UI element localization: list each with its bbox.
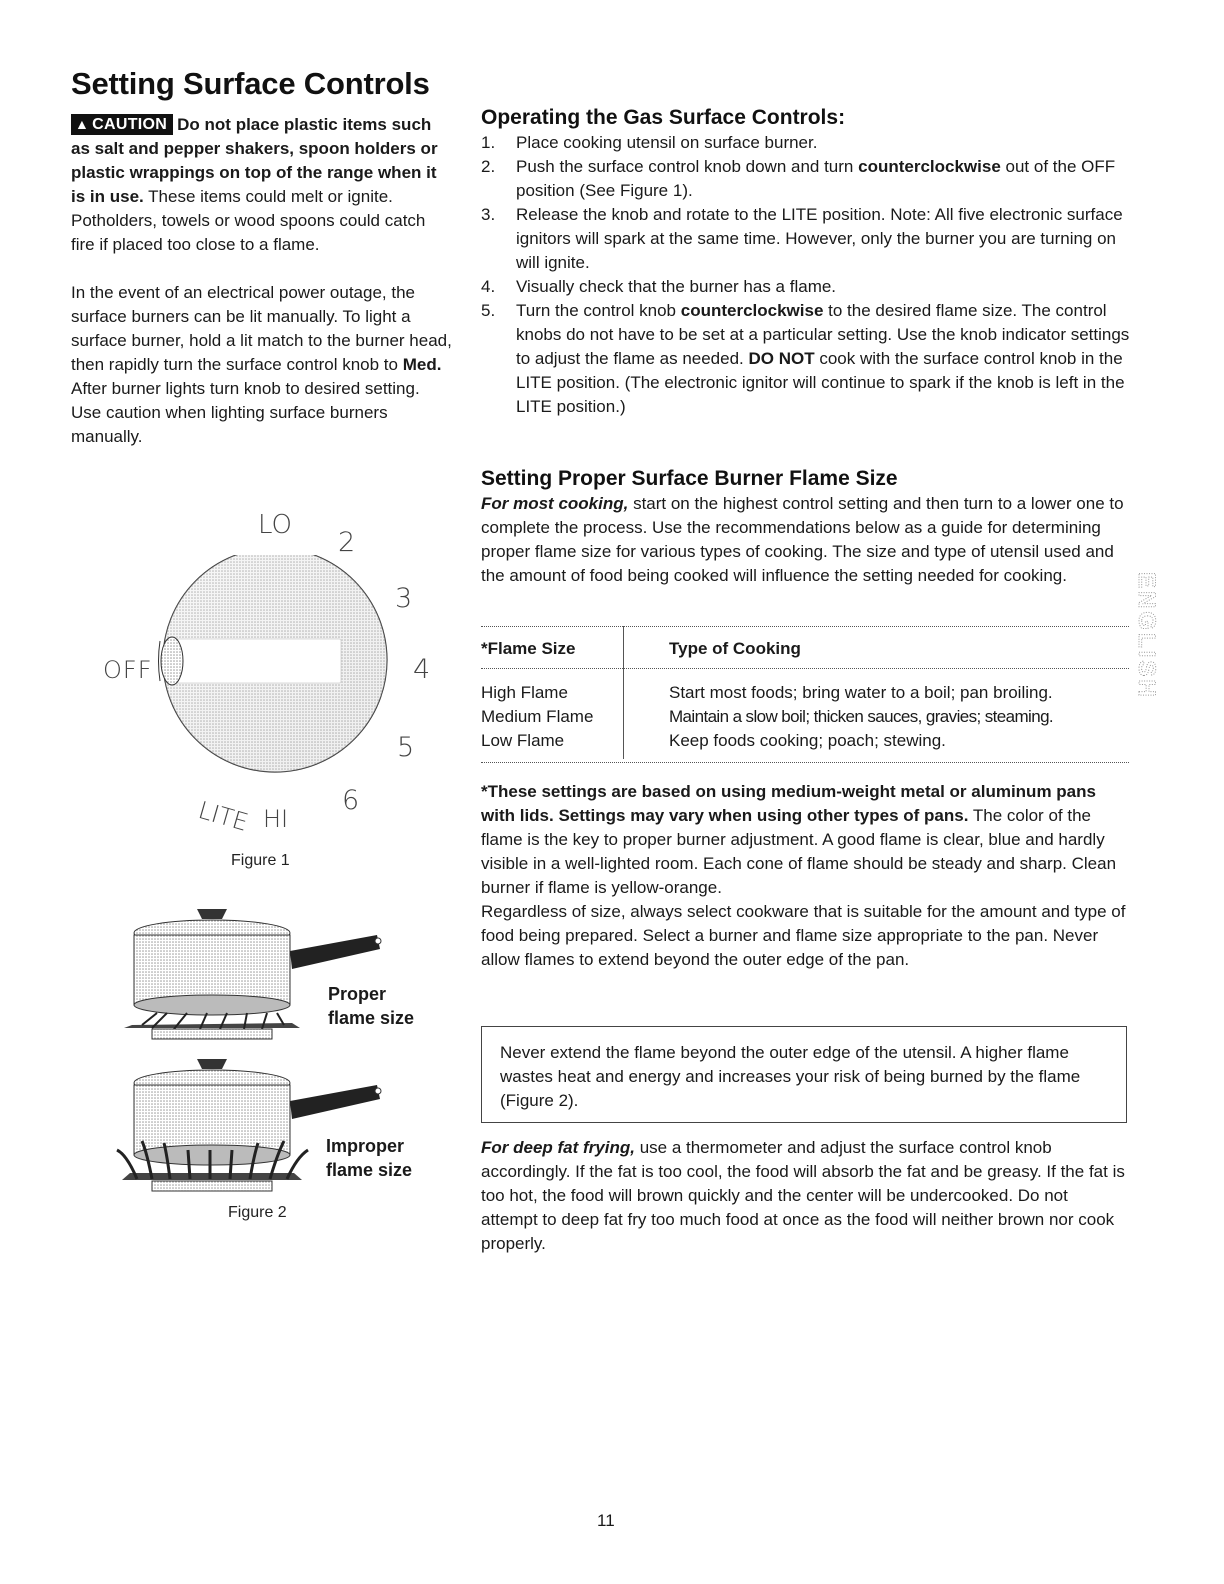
table-top-rule <box>481 626 1129 627</box>
knob-dial-svg <box>140 555 413 780</box>
outage-text-a: In the event of an electrical power outage, the surface burners can be lit manually. To light a surface burner, hold a lit match to the burner head, then rapidly turn the surface control knob to <box>71 283 452 374</box>
table-cell: Keep foods cooking; poach; stewing. <box>669 731 946 750</box>
step-number: 1. <box>481 133 496 152</box>
dial-label-lo: LO <box>258 510 293 540</box>
step-item <box>481 155 1131 203</box>
settings-note-text: The color of the flame is the key to proper burner adjustment. A good flame is clear, blue and hardly visible in a well-lighted room. Each cone of flame should be steady and sharp. Clean burner if flame is yellow-orange. <box>481 806 1117 897</box>
dial-label-off: OFF <box>103 656 153 684</box>
table-divider <box>623 626 624 759</box>
figure-2-caption: Figure 2 <box>228 1204 287 1221</box>
dial-label-2: 2 <box>338 527 356 558</box>
dial-label-6: 6 <box>342 785 360 816</box>
outage-bold-med: Med. <box>402 355 442 374</box>
step-text: Release the knob and rotate to the LITE position. Note: All five electronic surface ignitors will spark at the same time. However, only the burner you are turning on will ignite. <box>516 205 1123 272</box>
dial-label-5: 5 <box>397 732 415 763</box>
dial-label-lite: LITE <box>195 796 252 837</box>
step-text: Push the surface control knob down and turn <box>516 157 859 176</box>
deep-fat-frying-paragraph <box>481 1136 1129 1256</box>
step-number: 4. <box>481 277 496 296</box>
power-outage-paragraph <box>71 281 453 449</box>
step-item <box>481 203 1131 275</box>
step-text: Turn the control knob <box>516 301 681 320</box>
step-bold: counterclockwise <box>680 301 824 320</box>
table-cell: Start most foods; bring water to a boil; pan broiling. <box>669 683 1053 702</box>
flame-warning-text: Never extend the flame beyond the outer edge of the utensil. A higher flame wastes heat and energy and increases your risk of being burned by the flame (Figure 2). <box>500 1043 1081 1110</box>
caution-badge <box>71 114 173 135</box>
outage-text-b: After burner lights turn knob to desired setting. Use caution when lighting surface burners manually. <box>71 379 420 446</box>
warning-triangle-icon: ▲ <box>75 116 90 132</box>
lead-bold-italic: For most cooking, <box>481 494 629 513</box>
proper-flame-label: Proper flame size <box>328 984 415 1028</box>
step-number: 2. <box>481 157 496 176</box>
page-title: Setting Surface Controls <box>71 66 430 101</box>
language-side-tab <box>1131 568 1159 716</box>
flame-size-heading: Setting Proper Surface Burner Flame Size <box>481 467 898 490</box>
flame-size-section <box>481 466 1129 588</box>
lead-text: start on the highest control setting and then turn to a lower one to complete the process. Use the recommendations below as a guide for determining proper flame size for various types of cooking. The size and type of utensil used and the amount of food being cooked will influence the setting needed for cooking. <box>481 494 1124 585</box>
step-item <box>481 131 1131 155</box>
deep-fat-frying-section <box>481 1136 1129 1256</box>
table-row <box>481 729 1129 753</box>
step-text: Place cooking utensil on surface burner. <box>516 133 818 152</box>
table-cell: Medium Flame <box>481 707 594 726</box>
caution-badge-label: CAUTION <box>92 116 168 133</box>
improper-flame-label: Improper flame size <box>326 1136 413 1180</box>
step-text: out of the OFF position (See Figure 1). <box>516 157 1116 200</box>
table-cell: Low Flame <box>481 731 565 750</box>
dial-label-hi: HI <box>263 805 289 833</box>
caution-bold-text: Do not place plastic items such as salt and pepper shakers, spoon holders or plastic wrappings on top of the range when it is in use. <box>71 115 438 206</box>
flame-size-intro <box>481 492 1129 588</box>
operating-heading: Operating the Gas Surface Controls: <box>481 106 846 129</box>
side-tab-label: ENGLISH <box>1133 572 1159 700</box>
dial-label-3: 3 <box>395 583 413 614</box>
step-bold: DO NOT <box>748 349 815 368</box>
step-item <box>481 299 1131 419</box>
settings-note-section <box>481 780 1129 972</box>
step-number: 5. <box>481 301 496 320</box>
step-text: Visually check that the burner has a flame. <box>516 277 837 296</box>
settings-note-paragraph <box>481 780 1129 900</box>
operating-steps <box>481 131 1131 419</box>
table-cell: High Flame <box>481 683 568 702</box>
flame-warning-box <box>481 1026 1127 1123</box>
caution-text: These items could melt or ignite. Potholders, towels or wood spoons could catch fire if placed too close to a flame. <box>71 187 426 254</box>
table-header-flame-size: *Flame Size <box>481 639 576 658</box>
step-bold: counterclockwise <box>858 157 1001 176</box>
table-row <box>481 705 1129 729</box>
deep-fat-bold-italic: For deep fat frying, <box>481 1138 635 1157</box>
flame-size-table <box>481 634 1129 753</box>
caution-paragraph <box>71 113 453 257</box>
figure-1-caption: Figure 1 <box>231 852 290 869</box>
side-tab-svg <box>1131 568 1159 716</box>
operating-section <box>481 105 1131 419</box>
step-text: to the desired flame size. The control knobs do not have to be set at a particular setting. Use the knob indicator settings to adjust the flame as needed. <box>516 301 1130 368</box>
table-bottom-rule <box>481 762 1129 763</box>
settings-note-bold: *These settings are based on using medium-weight metal or aluminum pans with lids. Settings may vary when using other types of pans. <box>481 782 1096 825</box>
dial-label-4: 4 <box>413 654 431 685</box>
left-column <box>71 113 453 449</box>
table-header-row <box>481 634 1129 668</box>
step-number: 3. <box>481 205 496 224</box>
table-header-rule <box>481 668 1129 681</box>
deep-fat-text: use a thermometer and adjust the surface control knob accordingly. If the fat is too cool, the food will absorb the fat and be greasy. If the fat is too hot, the food will brown quickly and the center will be undercooked. Do not attempt to deep fat fry too much food at once as the food will neither brown nor cook properly. <box>481 1138 1125 1253</box>
step-item <box>481 275 1131 299</box>
regardless-paragraph: Regardless of size, always select cookware that is suitable for the amount and type of food being prepared. Select a burner and flame size appropriate to the pan. Never allow flames to extend beyond the outer edge of the pan. <box>481 902 1126 969</box>
page-number: 11 <box>597 1511 615 1530</box>
table-row <box>481 681 1129 705</box>
step-text: cook with the surface control knob in the LITE position. (The electronic ignitor will continue to spark if the knob is left in the LITE position.) <box>516 349 1125 416</box>
table-cell: Maintain a slow boil; thicken sauces, gravies; steaming. <box>669 707 1054 726</box>
table-header-type-of-cooking: Type of Cooking <box>669 639 801 658</box>
